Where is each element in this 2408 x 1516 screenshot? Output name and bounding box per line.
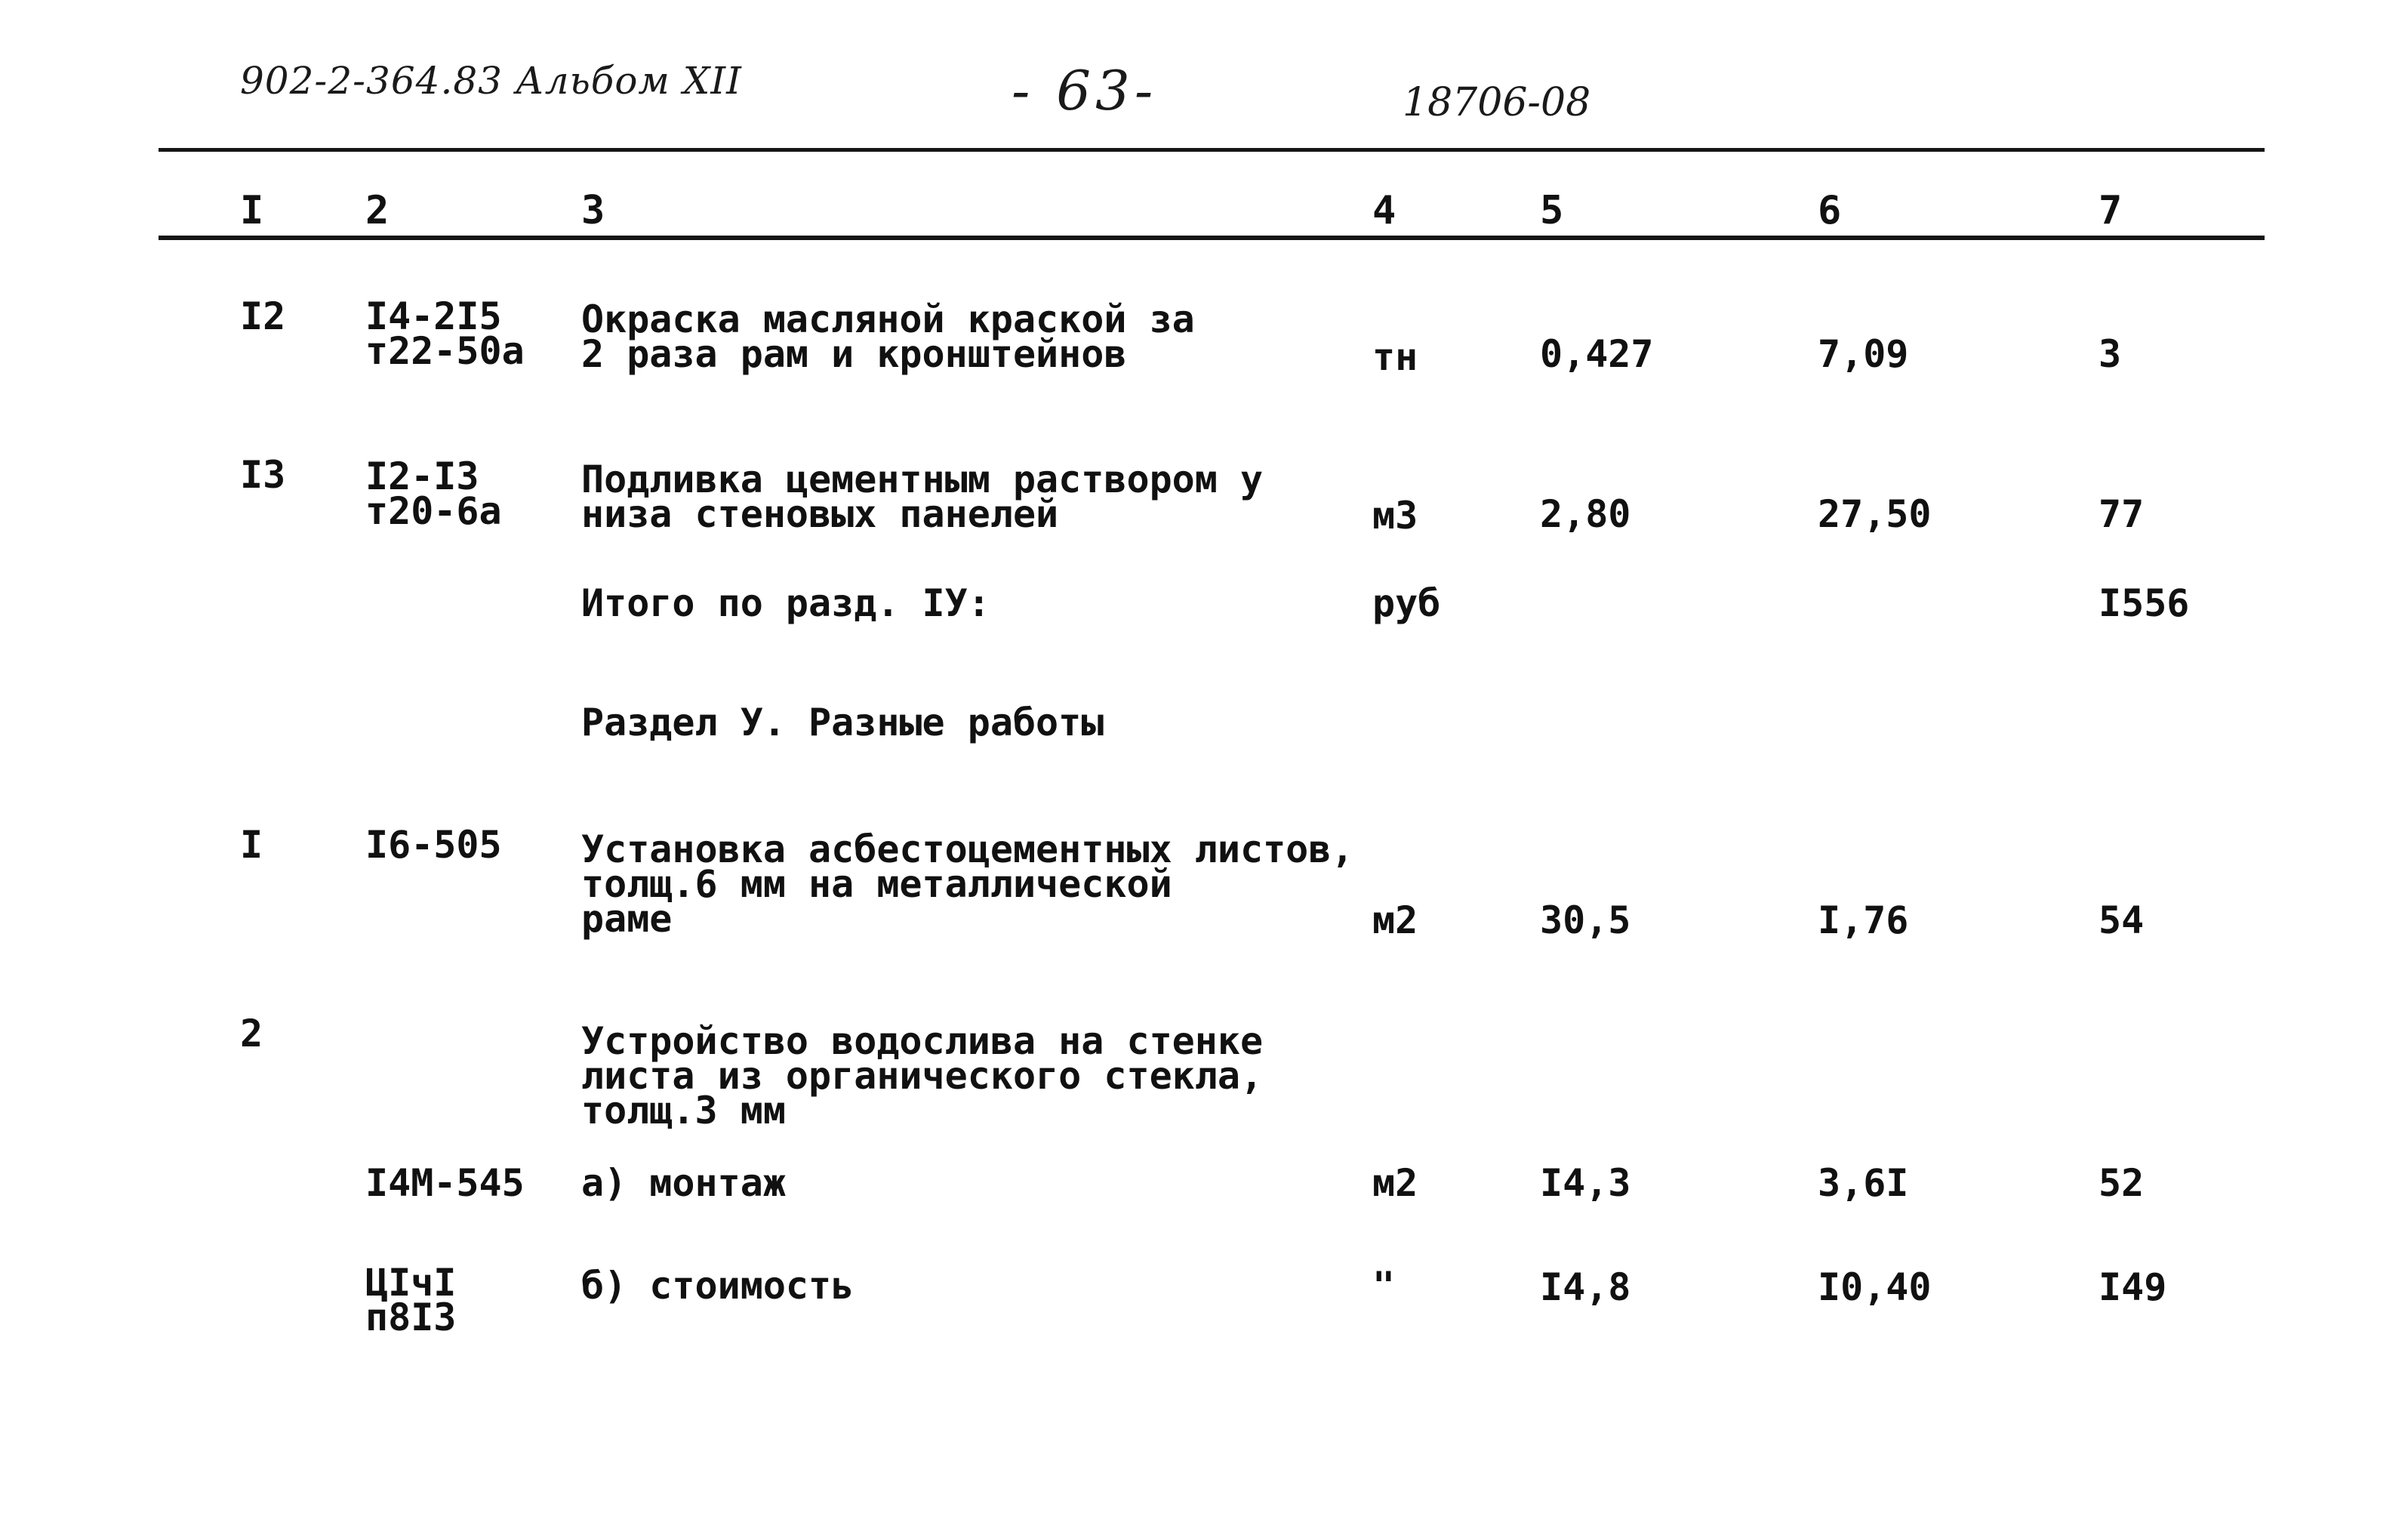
work-description: Установка асбестоцементных листов, толщ.6 мм на металлической раме [581, 827, 1354, 941]
unit: " [1372, 1264, 1396, 1308]
subtotal-value: I556 [2099, 581, 2190, 625]
work-description: Окраска масляной краской за 2 раза рам и кронштейнов [581, 297, 1195, 376]
unit-price: 7,09 [1818, 332, 1909, 376]
unit: м2 [1372, 898, 1418, 942]
column-header-1: I [240, 188, 264, 233]
work-description: Подливка цементным раствором у низа стеновых панелей [581, 458, 1264, 536]
column-header-4: 4 [1372, 188, 1396, 233]
work-description: а) монтаж [581, 1161, 786, 1205]
page-number: - 63- [1012, 59, 1158, 122]
norm-code: I2-I3 т20-6а [365, 454, 502, 533]
quantity: 2,80 [1540, 492, 1631, 536]
quantity: 30,5 [1540, 898, 1631, 942]
subtotal-label: Итого по разд. IУ: [581, 581, 990, 625]
document-code: 902-2-364.83 Альбом XII [240, 59, 742, 103]
total-cost: 3 [2099, 332, 2122, 376]
norm-code: I4-2I5 т22-50а [365, 294, 525, 373]
total-cost: 52 [2099, 1161, 2145, 1205]
quantity: 0,427 [1540, 332, 1654, 376]
top-rule [159, 148, 2265, 152]
unit-price: 27,50 [1818, 492, 1932, 536]
quantity: I4,3 [1540, 1161, 1631, 1205]
document-number: 18706-08 [1403, 80, 1591, 125]
norm-code: ЦIчI п8I3 [365, 1261, 457, 1339]
norm-code: I6-505 [365, 823, 502, 867]
unit: руб [1372, 581, 1441, 625]
header-rule [159, 236, 2265, 240]
unit: тн [1372, 335, 1418, 379]
column-header-3: 3 [581, 188, 605, 233]
total-cost: 77 [2099, 492, 2145, 536]
column-header-6: 6 [1818, 188, 1842, 233]
row-number: I2 [240, 294, 286, 338]
column-header-5: 5 [1540, 188, 1564, 233]
column-header-2: 2 [365, 188, 390, 233]
unit-price: I0,40 [1818, 1265, 1932, 1309]
row-number: I3 [240, 453, 286, 497]
total-cost: 54 [2099, 898, 2145, 942]
column-header-7: 7 [2099, 188, 2123, 233]
norm-code: I4М-545 [365, 1161, 525, 1205]
unit: м2 [1372, 1161, 1418, 1205]
work-description: Устройство водослива на стенке листа из органического стекла, толщ.3 мм [581, 1019, 1264, 1132]
row-number: 2 [240, 1012, 263, 1055]
unit-price: 3,6I [1818, 1161, 1909, 1205]
section-heading: Раздел У. Разные работы [581, 701, 1104, 744]
work-description: б) стоимость [581, 1264, 855, 1308]
unit: м3 [1372, 494, 1418, 538]
quantity: I4,8 [1540, 1265, 1631, 1309]
unit-price: I,76 [1818, 898, 1909, 942]
row-number: I [240, 823, 263, 867]
total-cost: I49 [2099, 1265, 2167, 1309]
